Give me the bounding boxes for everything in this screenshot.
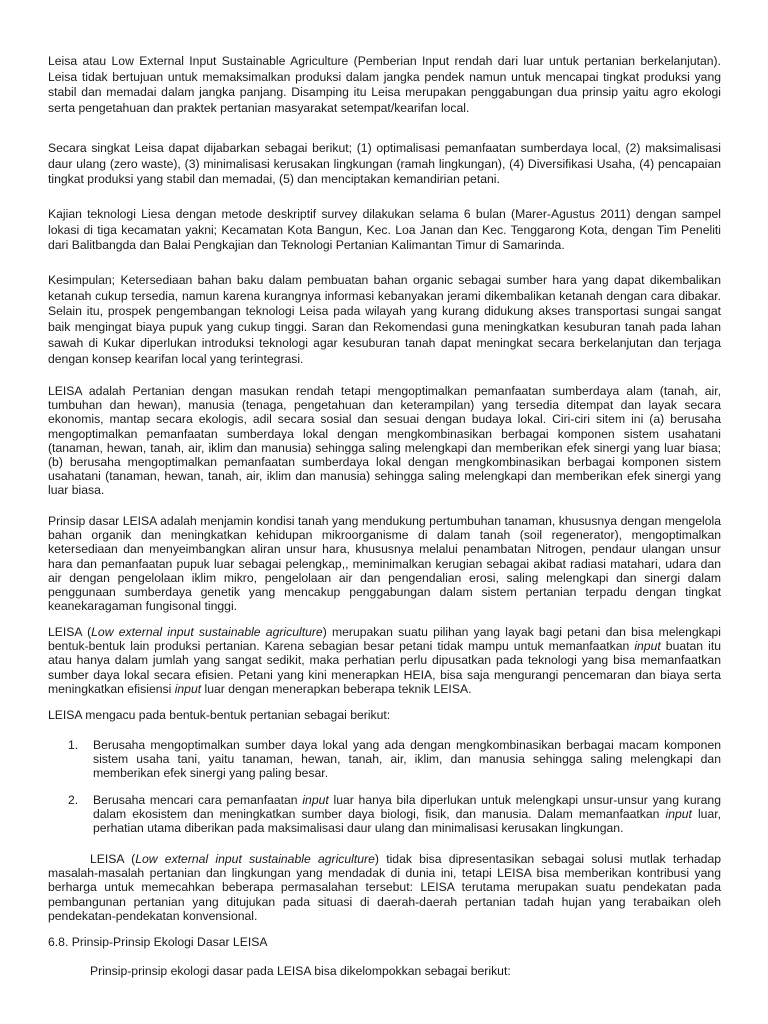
italic-run: input — [634, 639, 661, 654]
italic-run: input — [302, 793, 329, 807]
paragraph-leisa-characteristics: LEISA adalah Pertanian dengan masukan rendah tetapi mengoptimalkan pemanfaatan sumberdaya alam (tanah, air, tumbuhan dan hewan), manusia (tenaga, pengetahuan dan keterampilan) yang tersedia ditempat dan layak secara ekonomis, mantap secara ekologis, adil secara sosial dan sesuai dengan budaya lokal. Ciri-ciri sitem ini (a) berusaha mengoptimalkan pemanfaatan sumberdaya lokal dengan mengkombinasikan berbagai komponen sistem usahatani (tanaman, hewan, tanah, air, iklim dan manusia) sehingga saling melengkapi dan memberikan efek sinergi yang luar biasa;(b) berusaha mengoptimalkan pemanfaatan sumberdaya lokal dengan mengkombinasikan berbagai komponen sistem usahatani (tanaman, hewan, tanah, air, iklim dan manusia) sehingga saling melengkapi dan memberikan efek sinergi yang luar biasa. — [48, 384, 721, 498]
list-number: 1. — [68, 738, 79, 752]
paragraph-basic-principles: Prinsip dasar LEISA adalah menjamin kondisi tanah yang mendukung pertumbuhan tanaman, khususnya dengan mengelola bahan organik dan meningkatkan kehidupan mikroorganisme di dalam tanah (soil regenerator), mengoptimalkan ketersediaan dan menyeimbangkan aliran unsur hara, khususnya melalui penambatan Nitrogen, pendaur ulangan unsur hara dan pemanfaatan pupuk luar sebagai pelengkap,, meminimalkan kerugian sebagai akibat radiasi matahari, udara dan air dengan pengelolaan iklim mikro, pengelolaan air dan pengendalian erosi, saling melengkapi dan sinergi dalam penggunaan sumberdaya genetik yang mencakup penggabungan dalam sistem pertanian terpadu dengan tingkat keanekaragaman fungisonal tinggi. — [48, 514, 721, 614]
italic-run: input — [665, 807, 692, 822]
italic-run: input — [174, 681, 202, 696]
text-run: luar dengan menerapkan beberapa teknik LEISA. — [201, 681, 472, 696]
paragraph-ecology-principles-intro: Prinsip-prinsip ekologi dasar pada LEISA bisa dikelompokkan sebagai berikut: — [90, 964, 511, 978]
paragraph-leisa-contribution — [48, 852, 721, 923]
text-run: LEISA ( — [48, 625, 92, 639]
paragraph-leisa-summary: Secara singkat Leisa dapat dijabarkan sebagai berikut; (1) optimalisasi pemanfaatan sumberdaya local, (2) maksimalisasi daur ulang (zero waste), (3) minimalisasi kerusakan lingkungan (ramah lingkungan), (4) Diversifikasi Usaha, (4) pencapaian tingkat produksi yang stabil dan memadai, (5) dan menciptakan kemandirian petani. — [48, 141, 721, 187]
section-heading: 6.8. Prinsip-Prinsip Ekologi Dasar LEISA — [48, 935, 268, 949]
text-run: ) tidak bisa dipresentasikan sebagai solusi mutlak terhadap masalah-masalah pertanian dan lingkungan yang mendadak di dunia ini, tetapi LEISA bisa memberikan kontribusi yang berharga untuk memecahkan beberapa permasalahan tersebut: LEISA terutama merupakan suatu pendekatan pada pembangunan pertanian yang ditujukan pada situasi di daerah-daerah pertanian tadah hujan yang terabaikan oleh pendekatan-pendekatan konvensional. — [48, 852, 722, 923]
paragraph-leisa-definition: Leisa atau Low External Input Sustainable Agriculture (Pemberian Input rendah dari luar untuk pertanian berkelanjutan). Leisa tidak bertujuan untuk memaksimalkan produksi dalam jangka pendek namun untuk mencapai tingkat produksi yang stabil dan memadai dalam jangka panjang. Disamping itu Leisa merupakan penggabungan dua prinsip yaitu agro ekologi serta pengetahuan dan praktek pertanian masyarakat setempat/kearifan local. — [48, 54, 721, 116]
text-run: buatan itu atau hanya dalam jumlah yang sangat sedikit, maka perhatian perlu dipusatkan pada teknologi yang bisa memanfaatkan sumber daya lokal secara efisien. Petani yang kini menerapkan HEIA, bisa saja mengurangi pencemaran dan biaya serta meningkatkan efisiensi — [48, 639, 721, 696]
paragraph-leisa-option — [48, 625, 721, 696]
text-run: luar hanya bila diperlukan untuk melengkapi unsur-unsur yang kurang dalam ekosistem dan meningkatkan sumber daya biologi, fisik, dan manusia. Dalam memanfaatkan — [93, 793, 721, 822]
list-text: Berusaha mengoptimalkan sumber daya lokal yang ada dengan mengkombinasikan berbagai macam komponen sistem usaha tani, yaitu tanaman, hewan, tanah, air, iklim, dan manusia sehingga saling melengkapi dan memberikan efek sinergi yang paling besar. — [93, 738, 721, 781]
list-number: 2. — [68, 793, 79, 807]
italic-run: Low external input sustainable agriculture — [135, 852, 375, 866]
text-run: luar, perhatian utama diberikan pada maksimalisasi daur ulang dan minimalisasi kerusakan lingkungan. — [93, 807, 722, 836]
paragraph-leisa-forms-intro: LEISA mengacu pada bentuk-bentuk pertanian sebagai berikut: — [48, 708, 391, 722]
italic-run: Low external input sustainable agriculture — [91, 625, 323, 639]
paragraph-conclusion: Kesimpulan; Ketersediaan bahan baku dalam pembuatan bahan organic sebagai sumber hara yang dapat dikembalikan ketanah cukup tersedia, namun karena kurangnya informasi kebanyakan jerami dikembalikan ketanah dengan cara dibakar. Selain itu, prospek pengembangan teknologi Leisa pada wilayah yang kurang didukung akses transportasi sungai sangat baik mengingat biaya pupuk yang cukup tinggi. Saran dan Rekomendasi guna meningkatkan kesuburan tanah pada lahan sawah di Kukar diperlukan introduksi teknologi agar kesuburan tanah dapat meningkat secara berkelanjutan dan terjaga dengan konsep kearifan local yang terintegrasi. — [48, 273, 721, 366]
text-run: LEISA ( — [90, 852, 136, 866]
text-run: Berusaha mencari cara pemanfaatan — [93, 793, 303, 807]
list-text — [93, 793, 721, 836]
text-run: ) merupakan suatu pilihan yang layak bagi petani dan bisa melengkapi bentuk-bentuk lain produksi pertanian. Karena sebagian besar petani tidak mampu untuk memanfaatkan — [48, 625, 722, 654]
paragraph-study-method: Kajian teknologi Liesa dengan metode deskriptif survey dilakukan selama 6 bulan (Marer-Agustus 2011) dengan sampel lokasi di tiga kecamatan yakni; Kecamatan Kota Bangun, Kec. Loa Janan dan Kec. Tenggarong Kota, dengan Tim Peneliti dari Balitbangda dan Balai Pengkajian dan Teknologi Pertanian Kalimantan Timur di Samarinda. — [48, 207, 721, 253]
